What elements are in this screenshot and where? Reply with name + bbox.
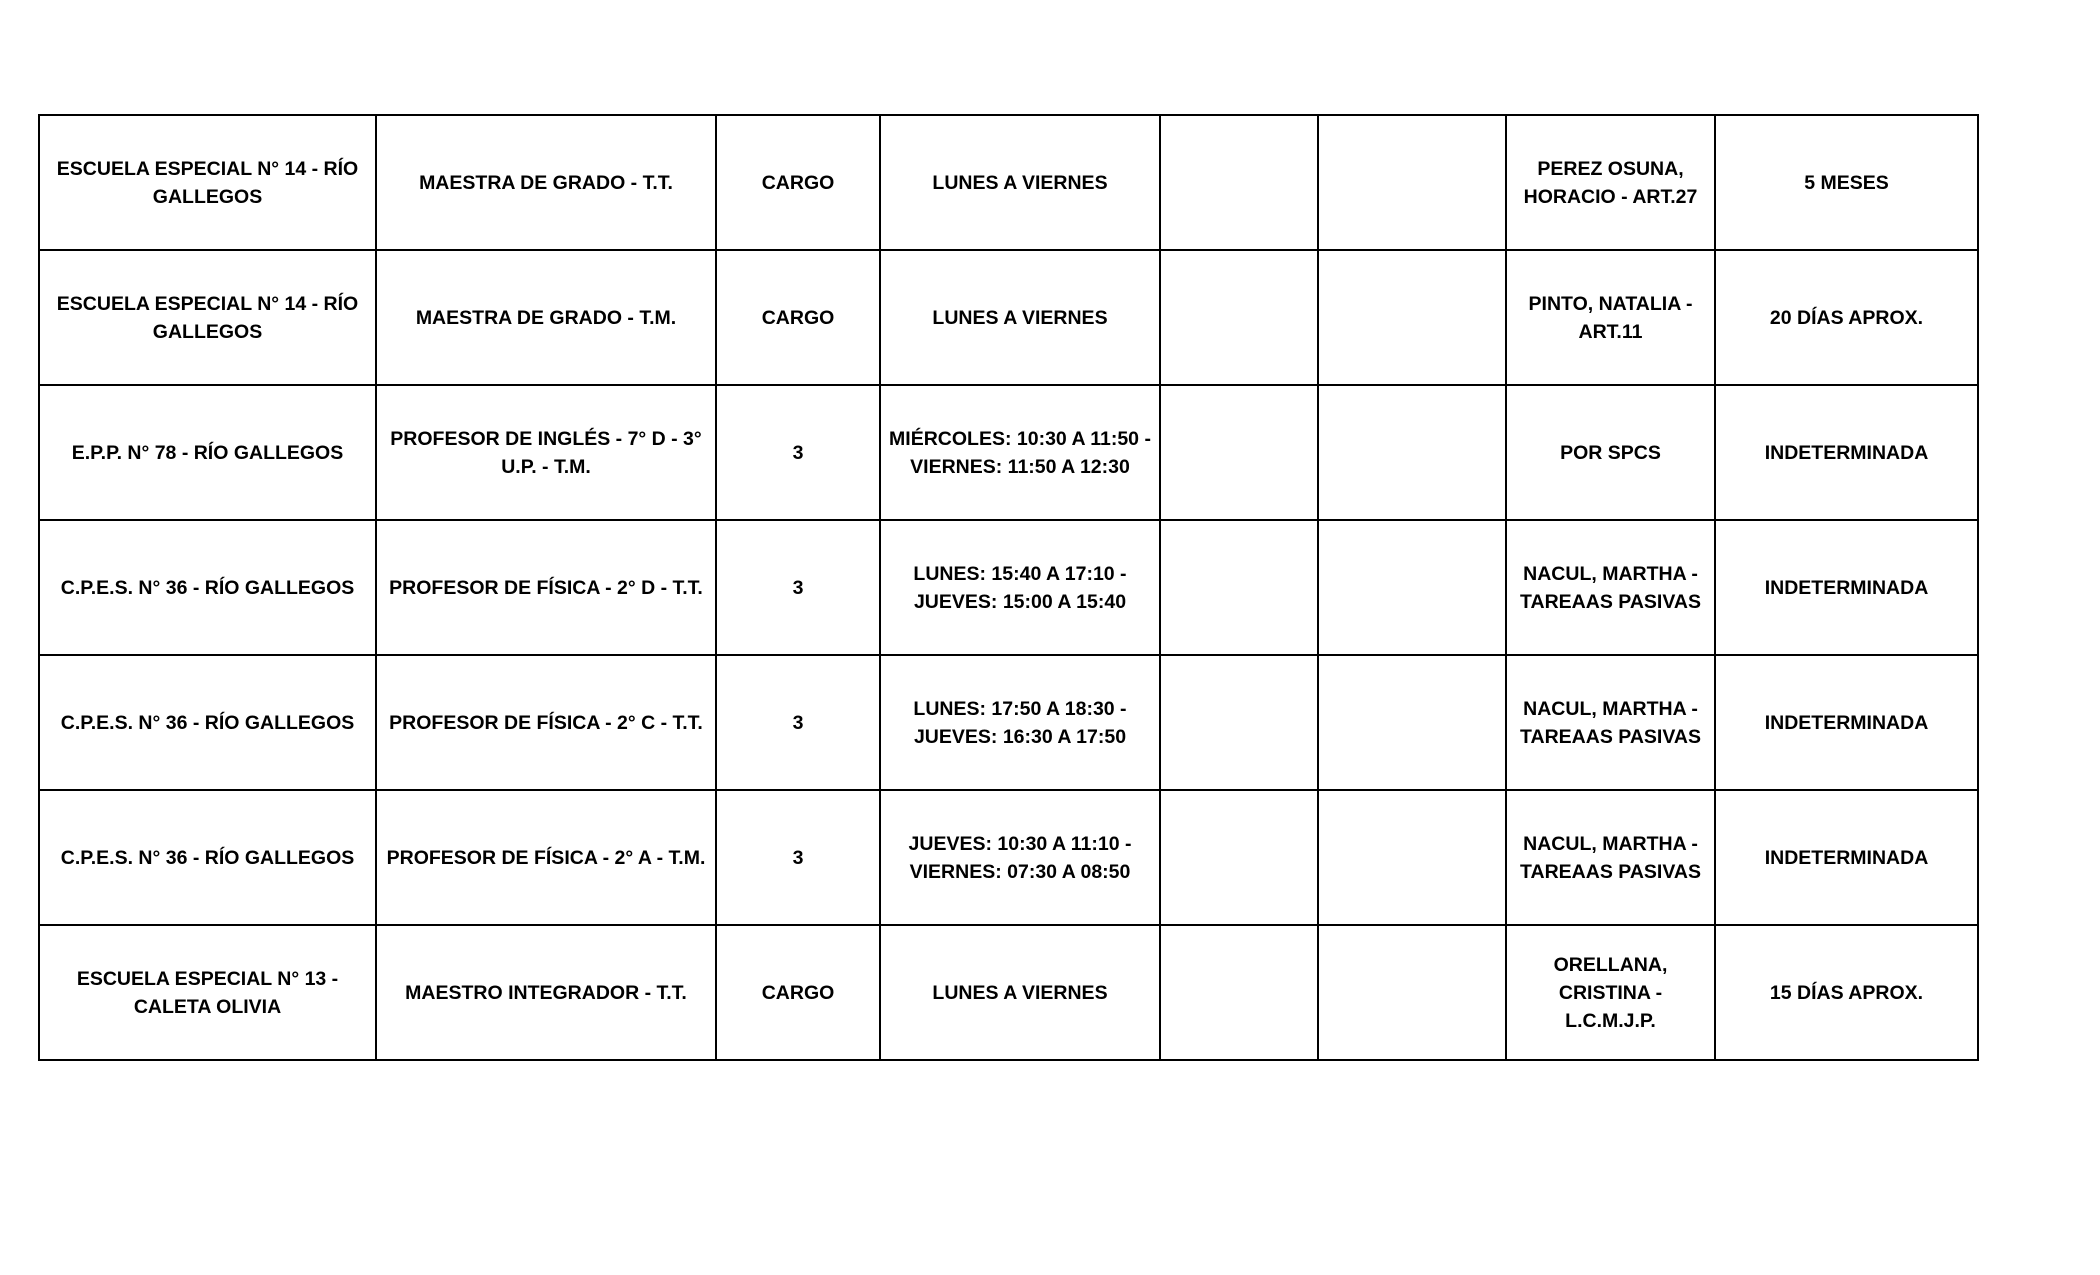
empty-cell <box>1160 385 1318 520</box>
schedule-cell: MIÉRCOLES: 10:30 A 11:50 - VIERNES: 11:50 A 12:30 <box>880 385 1160 520</box>
empty-cell <box>1318 655 1506 790</box>
empty-cell <box>1160 520 1318 655</box>
holder-cell: POR SPCS <box>1506 385 1715 520</box>
empty-cell <box>1318 925 1506 1060</box>
position-cell: MAESTRA DE GRADO - T.M. <box>376 250 716 385</box>
school-cell: C.P.E.S. N° 36 - RÍO GALLEGOS <box>39 790 376 925</box>
schedule-cell: LUNES: 15:40 A 17:10 - JUEVES: 15:00 A 15:40 <box>880 520 1160 655</box>
duration-cell: 20 DÍAS APROX. <box>1715 250 1978 385</box>
hours-cell: 3 <box>716 655 880 790</box>
position-cell: MAESTRA DE GRADO - T.T. <box>376 115 716 250</box>
position-cell: PROFESOR DE FÍSICA - 2° C - T.T. <box>376 655 716 790</box>
empty-cell <box>1160 655 1318 790</box>
schedule-cell: LUNES A VIERNES <box>880 925 1160 1060</box>
table-row <box>39 925 1978 1060</box>
holder-cell: PINTO, NATALIA - ART.11 <box>1506 250 1715 385</box>
school-cell: ESCUELA ESPECIAL N° 13 - CALETA OLIVIA <box>39 925 376 1060</box>
duration-cell: INDETERMINADA <box>1715 790 1978 925</box>
position-cell: MAESTRO INTEGRADOR - T.T. <box>376 925 716 1060</box>
empty-cell <box>1160 250 1318 385</box>
schedule-cell: JUEVES: 10:30 A 11:10 - VIERNES: 07:30 A 08:50 <box>880 790 1160 925</box>
vacancies-table <box>38 114 1979 1061</box>
empty-cell <box>1318 790 1506 925</box>
position-cell: PROFESOR DE FÍSICA - 2° A - T.M. <box>376 790 716 925</box>
schedule-cell: LUNES: 17:50 A 18:30 - JUEVES: 16:30 A 17:50 <box>880 655 1160 790</box>
table-row <box>39 115 1978 250</box>
schedule-cell: LUNES A VIERNES <box>880 250 1160 385</box>
hours-cell: CARGO <box>716 115 880 250</box>
school-cell: ESCUELA ESPECIAL N° 14 - RÍO GALLEGOS <box>39 115 376 250</box>
holder-cell: PEREZ OSUNA, HORACIO - ART.27 <box>1506 115 1715 250</box>
empty-cell <box>1160 925 1318 1060</box>
empty-cell <box>1160 115 1318 250</box>
school-cell: C.P.E.S. N° 36 - RÍO GALLEGOS <box>39 655 376 790</box>
school-cell: E.P.P. N° 78 - RÍO GALLEGOS <box>39 385 376 520</box>
holder-cell: NACUL, MARTHA - TAREAAS PASIVAS <box>1506 790 1715 925</box>
duration-cell: INDETERMINADA <box>1715 385 1978 520</box>
school-cell: ESCUELA ESPECIAL N° 14 - RÍO GALLEGOS <box>39 250 376 385</box>
hours-cell: CARGO <box>716 250 880 385</box>
empty-cell <box>1318 385 1506 520</box>
empty-cell <box>1318 115 1506 250</box>
duration-cell: 15 DÍAS APROX. <box>1715 925 1978 1060</box>
duration-cell: INDETERMINADA <box>1715 655 1978 790</box>
position-cell: PROFESOR DE FÍSICA - 2° D - T.T. <box>376 520 716 655</box>
schedule-cell: LUNES A VIERNES <box>880 115 1160 250</box>
holder-cell: ORELLANA, CRISTINA - L.C.M.J.P. <box>1506 925 1715 1060</box>
holder-cell: NACUL, MARTHA - TAREAAS PASIVAS <box>1506 655 1715 790</box>
hours-cell: CARGO <box>716 925 880 1060</box>
empty-cell <box>1318 250 1506 385</box>
table-row <box>39 520 1978 655</box>
empty-cell <box>1160 790 1318 925</box>
hours-cell: 3 <box>716 520 880 655</box>
position-cell: PROFESOR DE INGLÉS - 7° D - 3° U.P. - T.M. <box>376 385 716 520</box>
table-row <box>39 250 1978 385</box>
table-row <box>39 385 1978 520</box>
table-row <box>39 655 1978 790</box>
hours-cell: 3 <box>716 790 880 925</box>
holder-cell: NACUL, MARTHA - TAREAAS PASIVAS <box>1506 520 1715 655</box>
duration-cell: 5 MESES <box>1715 115 1978 250</box>
empty-cell <box>1318 520 1506 655</box>
hours-cell: 3 <box>716 385 880 520</box>
table-row <box>39 790 1978 925</box>
school-cell: C.P.E.S. N° 36 - RÍO GALLEGOS <box>39 520 376 655</box>
duration-cell: INDETERMINADA <box>1715 520 1978 655</box>
